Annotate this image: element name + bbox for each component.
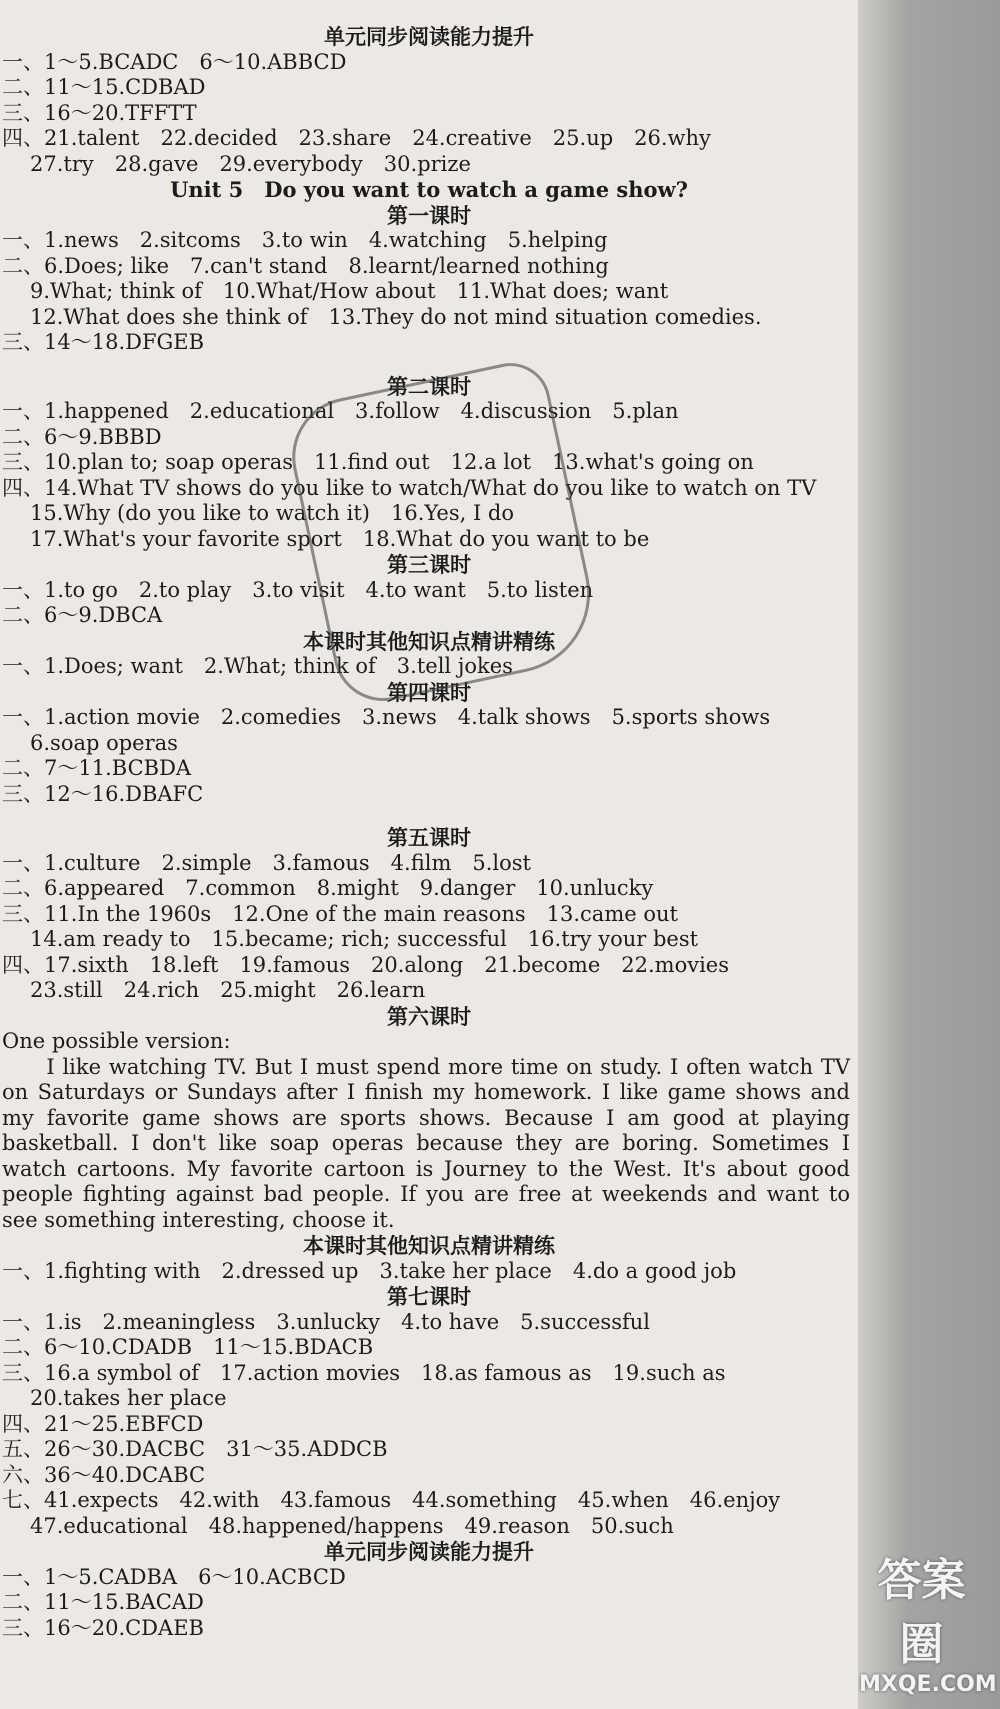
answer-line: 三、16～20.CDAEB bbox=[2, 1615, 204, 1640]
answer-line: 三、11.In the 1960s 12.One of the main reasons 13.came out bbox=[2, 901, 678, 926]
answer-line: 一、1.news 2.sitcoms 3.to win 4.watching 5.helping bbox=[2, 228, 608, 252]
answer-line: 三、16.a symbol of 17.action movies 18.as famous as 19.such as bbox=[2, 1360, 726, 1385]
answer-line: 一、1～5.CADBA 6～10.ACBCD bbox=[2, 1564, 346, 1589]
section-heading: 第四课时 bbox=[387, 679, 471, 705]
section-heading: Unit 5 Do you want to watch a game show? bbox=[170, 177, 688, 202]
section-heading: 单元同步阅读能力提升 bbox=[324, 24, 534, 49]
answer-line: 五、26～30.DACBC 31～35.ADDCB bbox=[2, 1437, 388, 1461]
answer-line: 三、14～18.DFGEB bbox=[2, 330, 205, 354]
spacer bbox=[0, 356, 858, 374]
section-heading: 第七课时 bbox=[387, 1284, 471, 1309]
page-edge-strip bbox=[858, 0, 1000, 1709]
answer-line: 23.still 24.rich 25.might 26.learn bbox=[30, 978, 426, 1002]
essay-paragraph: I like watching TV. But I must spend more time on study. I often watch TV on Saturdays or Sundays after I finish my homework. I like game shows and my favorite game shows are sports shows. Because I am good at playing basketball. I don't like soap operas because they are boring. Sometimes I watch cartoons. My favorite cartoon is Journey to the West. It's about good people fighting against bad people. If you are free at weekends and want to see something interesting, choose it. bbox=[2, 1054, 850, 1232]
answer-line: 七、41.expects 42.with 43.famous 44.something 45.when 46.enjoy bbox=[2, 1488, 781, 1512]
watermark-logo bbox=[859, 1544, 997, 1697]
answer-line: 二、7～11.BCBDA bbox=[2, 756, 192, 780]
answer-line: 一、1.action movie 2.comedies 3.news 4.talk shows 5.sports shows bbox=[2, 705, 771, 729]
answer-line: 一、1.happened 2.educational 3.follow 4.discussion 5.plan bbox=[2, 399, 679, 423]
section-heading: 本课时其他知识点精讲精练 bbox=[303, 628, 555, 654]
section-heading: 第一课时 bbox=[387, 202, 471, 228]
answer-line: 二、6～9.BBBD bbox=[2, 424, 162, 449]
answer-line: 9.What; think of 10.What/How about 11.What does; want bbox=[30, 279, 669, 303]
answer-line: 15.Why (do you like to watch it) 16.Yes, I do bbox=[30, 501, 515, 525]
answer-line: 一、1.culture 2.simple 3.famous 4.film 5.lost bbox=[2, 850, 531, 875]
answer-line: 四、14.What TV shows do you like to watch/What do you like to watch on TV bbox=[2, 475, 817, 500]
section-heading: 第二课时 bbox=[387, 373, 471, 399]
answer-line: 一、1.to go 2.to play 3.to visit 4.to want 5.to listen bbox=[2, 577, 594, 602]
answer-line: 一、1.Does; want 2.What; think of 3.tell jokes bbox=[2, 654, 513, 678]
answer-line: 14.am ready to 15.became; rich; successful 16.try your best bbox=[30, 927, 699, 951]
answer-line: 20.takes her place bbox=[30, 1386, 227, 1410]
section-heading: 单元同步阅读能力提升 bbox=[324, 1539, 534, 1564]
answer-line: 三、10.plan to; soap operas 11.find out 12.a lot 13.what's going on bbox=[2, 450, 754, 474]
section-heading: 本课时其他知识点精讲精练 bbox=[303, 1233, 555, 1258]
answer-line: 四、17.sixth 18.left 19.famous 20.along 21.become 22.movies bbox=[2, 952, 729, 977]
answer-line: 三、16～20.TFFTT bbox=[2, 100, 197, 125]
section-heading: 第五课时 bbox=[387, 825, 471, 850]
answer-line: 27.try 28.gave 29.everybody 30.prize bbox=[30, 151, 471, 176]
answer-line: 四、21.talent 22.decided 23.share 24.creative 25.up 26.why bbox=[2, 126, 711, 150]
answer-line: 一、1.is 2.meaningless 3.unlucky 4.to have 5.successful bbox=[2, 1309, 650, 1334]
answer-line: 17.What's your favorite sport 18.What do you want to be bbox=[30, 526, 650, 551]
answer-line: 二、6～9.DBCA bbox=[2, 603, 163, 627]
answer-line: 一、1～5.BCADC 6～10.ABBCD bbox=[2, 49, 347, 74]
answer-line: 二、11～15.BACAD bbox=[2, 1590, 204, 1614]
spacer bbox=[0, 807, 858, 825]
answer-line: 6.soap operas bbox=[30, 730, 178, 755]
answer-line: 一、1.fighting with 2.dressed up 3.take her place 4.do a good job bbox=[2, 1258, 737, 1283]
section-heading: 第六课时 bbox=[387, 1003, 471, 1029]
answer-line: 12.What does she think of 13.They do not mind situation comedies. bbox=[30, 304, 762, 329]
answer-line: 二、6.appeared 7.common 8.might 9.danger 10.unlucky bbox=[2, 876, 654, 900]
answer-line: 二、6～10.CDADB 11～15.BDACB bbox=[2, 1335, 374, 1359]
watermark-url: MXQE.COM bbox=[859, 1672, 997, 1697]
answer-line: 六、36～40.DCABC bbox=[2, 1462, 206, 1487]
answer-line: 二、6.Does; like 7.can't stand 8.learnt/learned nothing bbox=[2, 253, 609, 278]
answer-line: 三、12～16.DBAFC bbox=[2, 781, 204, 806]
answer-line: 二、11～15.CDBAD bbox=[2, 75, 206, 99]
answer-content bbox=[0, 24, 858, 1641]
answer-line: 四、21～25.EBFCD bbox=[2, 1411, 204, 1436]
section-heading: 第三课时 bbox=[387, 552, 471, 577]
answer-line: 47.educational 48.happened/happens 49.reason 50.such bbox=[30, 1513, 674, 1538]
answer-line: One possible version: bbox=[2, 1029, 231, 1053]
watermark-title: 答案圈 bbox=[877, 1555, 966, 1670]
